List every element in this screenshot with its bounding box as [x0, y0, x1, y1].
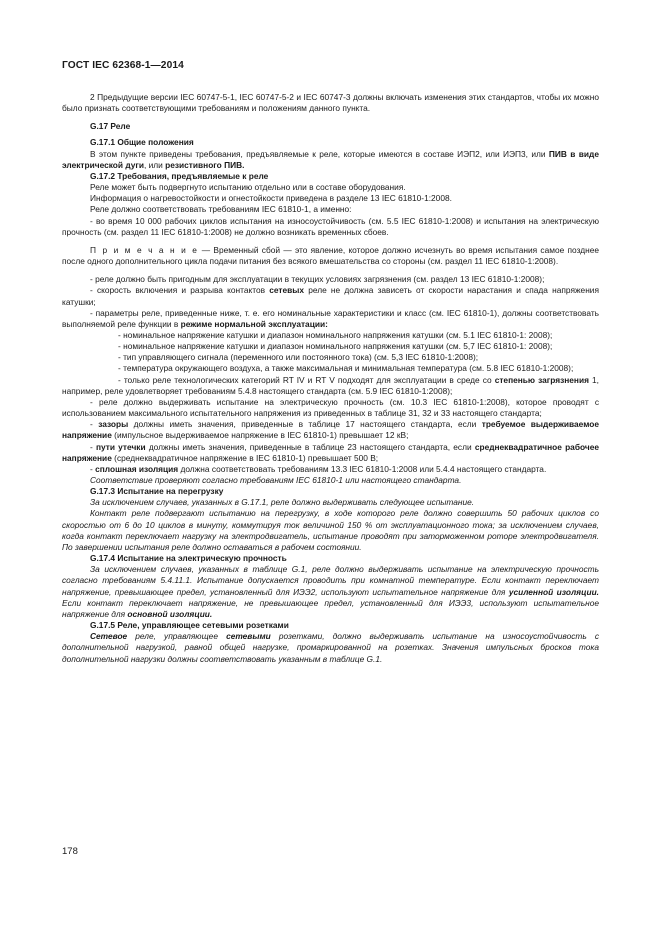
text: За исключением случаев, указанных в таблице G.1, реле должно выдерживать испытание на электрическую прочность согласно требованиям 5.4.11.1. Испытание допускается проводить при комнатной температуре. Если контакт переключает напряжение, превышающее предел, установленный для ИЭЭ2, используют испытательное напряжение для	[62, 564, 599, 597]
text: должна соответствовать требованиям 13.3 IEC 61810-1:2008 или 5.4.4 настоящего стандарта.	[178, 463, 547, 474]
paragraph: Реле должно соответствовать требованиям IEC 61810-1, а именно:	[90, 204, 352, 215]
term: режиме нормальной эксплуатации:	[180, 318, 328, 329]
section-heading-g17-3: G.17.3 Испытание на перегрузку	[90, 486, 224, 497]
text: должны иметь значения, приведенные в таблице 23 настоящего стандарта, если	[145, 441, 475, 452]
list-item: - реле должно выдерживать испытание на электрическую прочность (см. 10.3 IEC 61810-1:2008), которое проводят с использованием максимального испытательного напряжения из приведенных в таблице 31, 32 и 33 настоящего стандарта;	[62, 396, 599, 419]
term: степенью загрязнения	[494, 374, 589, 385]
list-item	[62, 285, 599, 307]
paragraph: Реле может быть подвергнуто испытанию отдельно или в составе оборудования.	[90, 182, 406, 193]
term-resistive-source: резистивного ПИВ.	[165, 159, 245, 170]
term: основной изоляции.	[127, 608, 213, 619]
text: Если контакт переключает напряжение, не превышающее предел, установленный для ИЭЭ3, используют испытательное напряжение для	[62, 597, 599, 619]
section-heading-g17: G.17 Реле	[90, 121, 131, 132]
list-item: - во время 10 000 рабочих циклов испытания на износоустойчивость (см. 5.5 IEC 61810-1:2008) и испытания на электрическую прочность (см. раздел 11 IEC 61810-1:2008) не должно возникать временных сбоев.	[62, 215, 599, 237]
list-item: - реле должно быть пригодным для эксплуатации в текущих условиях загрязнения (см. раздел 13 IEC 61810-1:2008);	[90, 274, 545, 285]
text: В этом пункте приведены требования, предъявляемые к реле, которые имеются в составе ИЭП2, или ИЭП3, или	[90, 148, 549, 159]
paragraph	[62, 564, 599, 620]
term: сетевыми	[226, 631, 271, 642]
note-label: П р и м е ч а н и е	[90, 244, 199, 255]
term: сплошная изоляция	[95, 463, 179, 474]
text: - только реле технологических категорий RT IV и RT V подходят для эксплуатации в среде со	[118, 374, 495, 385]
text: - скорость включения и разрыва контактов	[90, 285, 270, 296]
sub-list-item	[62, 375, 599, 397]
page-number: 178	[62, 846, 78, 857]
text: (импульсное выдерживаемое напряжение в IEC 61810-1) превышает 12 кВ;	[111, 430, 409, 441]
term: усиленной изоляции.	[508, 586, 599, 597]
text: - параметры реле, приведенные ниже, т. е. его номинальные характеристики и класс (см. IEC 61810-1), должны соответствовать выполняемой реле функции в	[62, 307, 599, 329]
paragraph: За исключением случаев, указанных в G.17.1, реле должно выдерживать следующее испытание.	[90, 497, 475, 508]
list-item	[62, 464, 599, 475]
text: -	[90, 463, 96, 474]
sub-list-item: - тип управляющего сигнала (переменного или постоянного тока) (см. 5,3 IEC 61810-1:2008);	[118, 352, 479, 363]
paragraph: Контакт реле подвергают испытанию на перегрузку, в ходе которого реле должно совершить 50 рабочих циклов со скоростью от 6 до 10 циклов в минуту, коммутируя ток величиной 150 % от эксплуатационного тока; за исключением случаев, когда контакт переключает нагрузку на электродвигатель, испытание проводят при заторможенном роторе электродвигателя. По завершении испытания реле должно оставаться в рабочем состоянии.	[62, 508, 599, 552]
list-item	[62, 442, 599, 464]
term: пути утечки	[95, 441, 146, 452]
text: должны иметь значения, приведенные в таблице 17 настоящего стандарта, если	[128, 419, 482, 430]
note-text: — Временный сбой — это явление, которое должно исчезнуть во время испытания самое позднее после одного дополнительного цикла подачи питания без всякого вмешательства со стороны (см. раздел 11 IEC 61810-1:2008).	[62, 244, 599, 267]
term: Сетевое	[90, 631, 128, 642]
sub-list-item: - номинальное напряжение катушки и диапазон номинального напряжения катушки (см. 5.1 IEC 61810-1: 2008);	[118, 329, 553, 340]
section-heading-g17-1: G.17.1 Общие положения	[90, 137, 194, 148]
term: требуемое выдерживаемое напряжение	[62, 419, 599, 441]
paragraph-scope	[62, 149, 599, 171]
text: -	[90, 419, 99, 430]
note-previous-versions: 2 Предыдущие версии IEC 60747-5-1, IEC 60747-5-2 и IEC 60747-3 должны включать изменения этих стандартов, чтобы их можно было признать соответствующими требованиям и положениям данного пункта.	[62, 92, 599, 114]
page-header-standard-title: ГОСТ IEC 62368-1—2014	[62, 60, 184, 71]
list-item	[62, 419, 599, 441]
sub-list-item: - температура окружающего воздуха, а также максимальная и минимальная температура (см. 5.8 IEC 61810-1:2008);	[118, 363, 574, 374]
text: (среднеквадратичное напряжение в IEC 61810-1) превышает 500 В;	[111, 452, 379, 463]
paragraph: Информация о нагревостойкости и огнестойкости приведена в разделе 13 IEC 61810-1:2008.	[90, 193, 452, 204]
text: розетками, должно выдерживать испытание на износоустойчивость с дополнительной нагрузкой, равной общей нагрузке, промаркированной на розетках. Значения импульсных бросков тока дополнительной нагрузки должны соответствовать указанным в таблице G.1.	[62, 631, 599, 664]
text: реле не должна зависеть от скорости нарастания и спада напряжения катушки;	[62, 285, 599, 307]
term: зазоры	[98, 419, 129, 430]
term-arc-source: ПИВ в виде электрической дуги	[62, 148, 599, 170]
term: сетевых	[269, 285, 305, 296]
text: -	[90, 441, 96, 452]
term: среднеквадратичное рабочее напряжение	[62, 441, 599, 463]
section-heading-g17-2: G.17.2 Требования, предъявляемые к реле	[90, 170, 269, 181]
paragraph	[62, 631, 599, 664]
text: 1, например, реле удовлетворяет требованиям 5.4.8 настоящего стандарта (см. 5.9 IEC 61810-1:2008);	[62, 374, 599, 396]
sub-list-item: - номинальное напряжение катушки и диапазон номинального напряжения катушки (см. 5,7 IEC 61810-1: 2008);	[118, 341, 553, 352]
compliance-statement: Соответствие проверяют согласно требованиям IEC 61810-1 или настоящего стандарта.	[90, 475, 462, 485]
page-body	[62, 92, 599, 665]
text: реле, управляющее	[127, 631, 227, 642]
text: , или	[144, 159, 166, 170]
note	[62, 245, 599, 267]
section-heading-g17-4: G.17.4 Испытание на электрическую прочность	[90, 553, 287, 564]
list-item	[62, 308, 599, 330]
section-heading-g17-5: G.17.5 Реле, управляющее сетевыми розетками	[90, 620, 289, 631]
